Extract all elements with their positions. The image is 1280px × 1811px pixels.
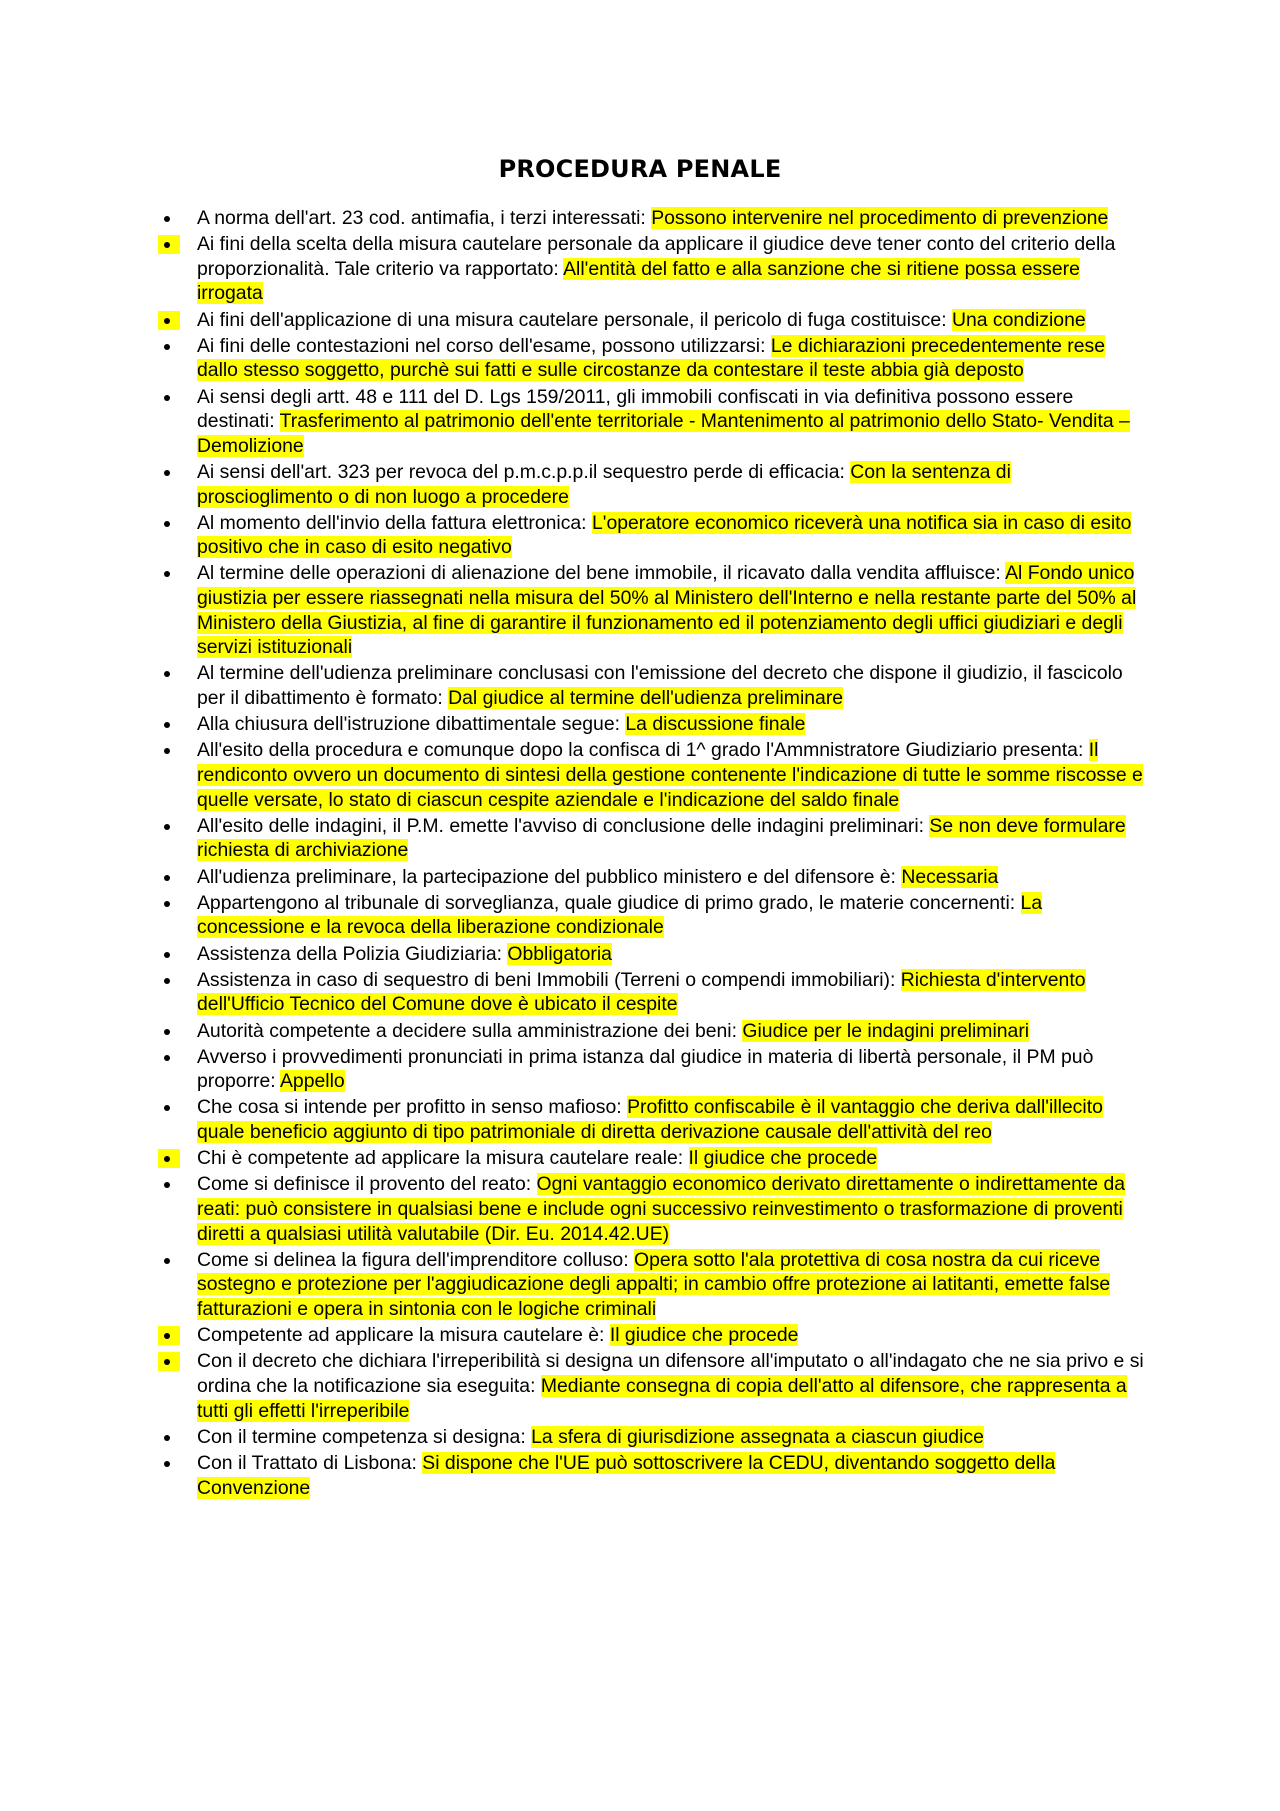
answer-highlight: Al Fondo unico giustizia per essere riassegnati nella misura del 50% al Ministero dell'Interno e nella restante parte del 50% al Ministero della Giustizia, al fine di garantire il funzionamento ed il potenziamento degli uffici giudiziari e degli servizi istituzionali [197, 562, 1137, 659]
question-text: Al termine dell'udienza preliminare conclusasi con l'emissione del decreto che dispone il giudizio, il fascicolo per il dibattimento è formato: [197, 662, 1123, 710]
answer-highlight: Opera sotto l'ala protettiva di cosa nostra da cui riceve sostegno e protezione per l'aggiudicazione degli appalti; in cambio offre protezione ai latitanti, emette false fatturazioni e opera in sintonia con le logiche criminali [197, 1248, 1111, 1320]
list-item [148, 334, 1148, 383]
list-item [148, 1095, 1148, 1144]
list-item [148, 942, 1148, 967]
question-text: Come si definisce il provento del reato: [197, 1173, 537, 1196]
answer-highlight: Possono intervenire nel procedimento di prevenzione [651, 207, 1109, 229]
bullet-icon [148, 1146, 197, 1171]
question-text: Con il decreto che dichiara l'irreperibilità si designa un difensore all'imputato o all'indagato che ne sia privo e si ordina che la notificazione sia eseguita: [197, 1350, 1144, 1397]
question-text: Con il termine competenza si designa: [197, 1425, 532, 1448]
list-item [148, 232, 1148, 306]
bullet-icon [148, 712, 197, 737]
list-item [148, 1172, 1148, 1246]
question-text: Ai fini della scelta della misura cautelare personale da applicare il giudice deve tener conto del criterio della proporzionalità. Tale criterio va rapportato: [197, 233, 1116, 280]
answer-highlight: Ogni vantaggio economico derivato direttamente o indirettamente da reati: può consistere in qualsiasi bene e include ogni successivo reinvestimento o trasformazione di proventi diretti a qualsiasi utilità valutabile (Dir. Eu. 2014.42.UE) [197, 1173, 1126, 1245]
list-item [148, 1019, 1148, 1044]
question-text: Assistenza in caso di sequestro di beni Immobili (Terreni o compendi immobiliari): [197, 968, 901, 991]
answer-highlight: Mediante consegna di copia dell'atto al difensore, che rappresenta a tutti gli effetti l'irreperibile [197, 1374, 1127, 1422]
list-item [148, 1323, 1148, 1348]
question-text: A norma dell'art. 23 cod. antimafia, i terzi interessati: [197, 207, 652, 229]
answer-highlight: Il rendiconto ovvero un documento di sintesi della gestione contenente l'indicazione di tutte le somme riscosse e quelle versate, lo stato di ciascun cespite aziendale e l'indicazione del saldo finale [197, 739, 1143, 811]
answer-highlight: La sfera di giurisdizione assegnata a ciascun giudice [531, 1425, 984, 1448]
question-text: Ai fini delle contestazioni nel corso dell'esame, possono utilizzarsi: [197, 334, 771, 357]
question-text: Che cosa si intende per profitto in senso mafioso: [197, 1096, 628, 1119]
bullet-icon [148, 385, 197, 410]
list-item [148, 1425, 1148, 1450]
list-item [148, 738, 1148, 812]
list-item [148, 460, 1148, 509]
bullet-icon [148, 968, 197, 993]
bullet-icon [148, 1425, 197, 1450]
bullet-icon [148, 1323, 197, 1348]
bullet-icon [148, 308, 197, 333]
question-text: Ai sensi dell'art. 323 per revoca del p.m.c.p.p.il sequestro perde di efficacia: [197, 460, 851, 483]
question-text: Come si delinea la figura dell'imprenditore colluso: [197, 1248, 634, 1271]
list-item [148, 1045, 1148, 1094]
list-item [148, 891, 1148, 940]
answer-highlight: All'entità del fatto e alla sanzione che si ritiene possa essere irrogata [197, 257, 1080, 305]
bullet-icon [148, 206, 197, 231]
answer-highlight: Dal giudice al termine dell'udienza preliminare [448, 687, 844, 710]
question-text: Con il Trattato di Lisbona: [197, 1451, 423, 1474]
question-text: Competente ad applicare la misura cautelare è: [197, 1324, 610, 1347]
question-text: Al momento dell'invio della fattura elettronica: [197, 511, 592, 534]
bullet-icon [148, 334, 197, 359]
bullet-icon [148, 891, 197, 916]
bullet-icon [148, 1349, 197, 1374]
bullet-icon [148, 511, 197, 536]
bullet-icon [148, 661, 197, 686]
bullet-icon [148, 865, 197, 890]
question-text: All'esito delle indagini, il P.M. emette l'avviso di conclusione delle indagini preliminari: [197, 814, 930, 837]
list-item [148, 712, 1148, 737]
bullet-icon [148, 1172, 197, 1197]
question-answer-list [148, 206, 1148, 1502]
bullet-icon [148, 1248, 197, 1273]
list-item [148, 385, 1148, 459]
list-item [148, 561, 1148, 659]
question-text: Al termine delle operazioni di alienazione del bene immobile, il ricavato dalla vendita affluisce: [197, 562, 1006, 585]
question-text: Autorità competente a decidere sulla amministrazione dei beni: [197, 1019, 743, 1042]
answer-highlight: Necessaria [901, 865, 999, 888]
question-text: Chi è competente ad applicare la misura cautelare reale: [197, 1147, 689, 1170]
answer-highlight: Il giudice che procede [609, 1324, 799, 1347]
bullet-icon [148, 814, 197, 839]
bullet-icon [148, 232, 197, 257]
question-text: Appartengono al tribunale di sorveglianza, quale giudice di primo grado, le materie concernenti: [197, 891, 1021, 914]
bullet-icon [148, 1019, 197, 1044]
answer-highlight: Una condizione [951, 308, 1086, 331]
list-item [148, 968, 1148, 1017]
list-item [148, 1349, 1148, 1423]
question-text: Ai fini dell'applicazione di una misura cautelare personale, il pericolo di fuga costituisce: [197, 308, 952, 331]
answer-highlight: L'operatore economico riceverà una notifica sia in caso di esito positivo che in caso di esito negativo [197, 511, 1132, 559]
bullet-icon [148, 1095, 197, 1120]
answer-highlight: Appello [280, 1070, 345, 1093]
document-title: PROCEDURA PENALE [498, 155, 782, 183]
question-text: Assistenza della Polizia Giudiziaria: [197, 942, 508, 965]
answer-highlight: Trasferimento al patrimonio dell'ente territoriale - Mantenimento al patrimonio dello Stato- Vendita – Demolizione [197, 410, 1130, 457]
bullet-icon [148, 1451, 197, 1476]
question-text: All'esito della procedura e comunque dopo la confisca di 1^ grado l'Ammnistratore Giudiziario presenta: [197, 739, 1089, 762]
list-item [148, 511, 1148, 560]
list-item [148, 1248, 1148, 1322]
question-text: Avverso i provvedimenti pronunciati in prima istanza dal giudice in materia di libertà personale, il PM può proporre: [197, 1045, 1094, 1093]
list-item [148, 206, 1148, 231]
answer-highlight: Profitto confiscabile è il vantaggio che deriva dall'illecito quale beneficio aggiunto di tipo patrimoniale di diretta derivazione causale dell'attività del reo [197, 1096, 1103, 1144]
bullet-icon [148, 738, 197, 763]
answer-highlight: Giudice per le indagini preliminari [742, 1019, 1030, 1042]
list-item [148, 661, 1148, 710]
bullet-icon [148, 942, 197, 967]
list-item [148, 814, 1148, 863]
answer-highlight: Richiesta d'intervento dell'Ufficio Tecnico del Comune dove è ubicato il cespite [197, 968, 1086, 1016]
list-item [148, 1146, 1148, 1171]
answer-highlight: Con la sentenza di proscioglimento o di non luogo a procedere [197, 460, 1011, 508]
list-item [148, 1451, 1148, 1500]
question-text: Alla chiusura dell'istruzione dibattimentale segue: [197, 713, 626, 736]
bullet-icon [148, 460, 197, 485]
answer-highlight: Si dispone che l'UE può sottoscrivere la CEDU, diventando soggetto della Convenzione [197, 1451, 1056, 1499]
bullet-icon [148, 561, 197, 586]
question-text: Ai sensi degli artt. 48 e 111 del D. Lgs 159/2011, gli immobili confiscati in via definitiva possono essere destinati: [197, 385, 1074, 433]
answer-highlight: Il giudice che procede [688, 1147, 878, 1170]
answer-highlight: Le dichiarazioni precedentemente rese dallo stesso soggetto, purchè sui fatti e sulle circostanze da contestare il teste abbia già deposto [197, 334, 1106, 382]
question-text: All'udienza preliminare, la partecipazione del pubblico ministero e del difensore è: [197, 865, 902, 888]
list-item [148, 865, 1148, 890]
answer-highlight: La discussione finale [625, 713, 806, 736]
answer-highlight: Obbligatoria [507, 942, 612, 965]
answer-highlight: Se non deve formulare richiesta di archiviazione [197, 814, 1126, 862]
answer-highlight: La concessione e la revoca della liberazione condizionale [197, 891, 1043, 939]
list-item [148, 308, 1148, 333]
bullet-icon [148, 1045, 197, 1070]
